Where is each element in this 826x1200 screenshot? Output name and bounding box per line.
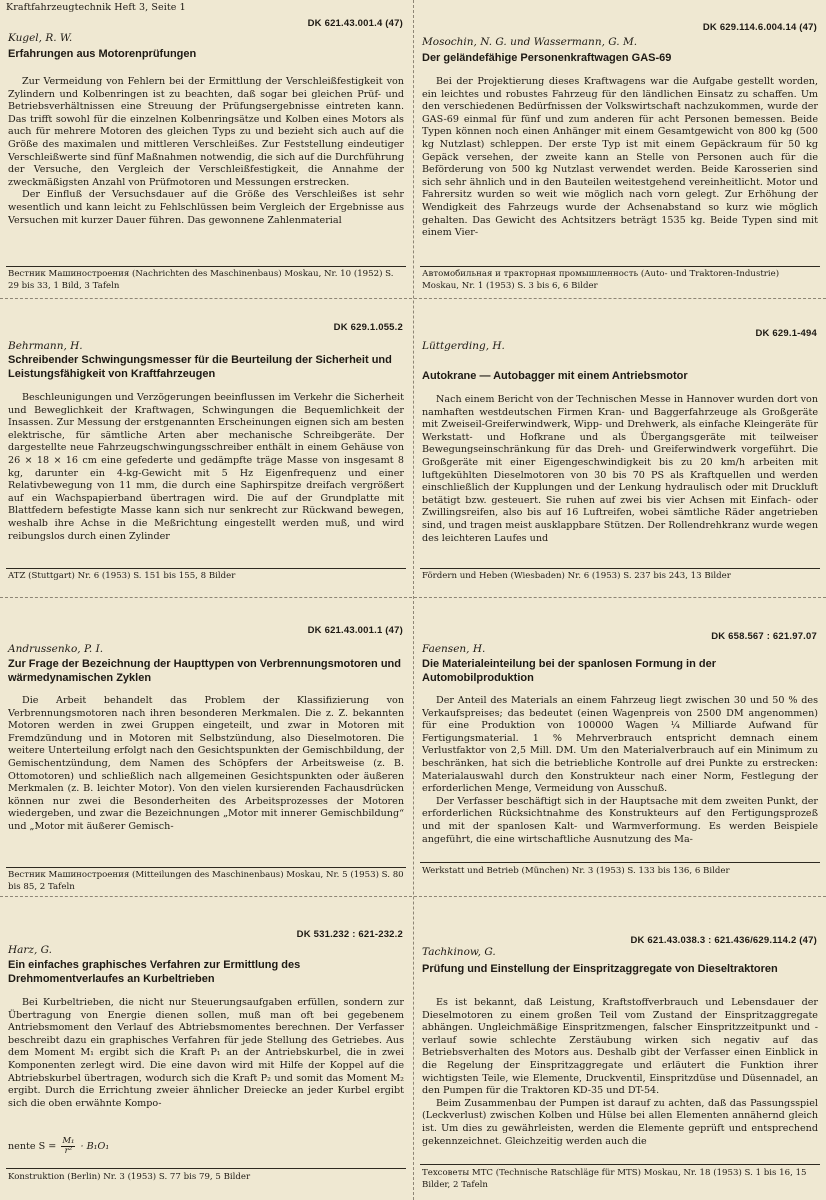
formula-numerator: M₁ <box>62 1137 75 1146</box>
card-title: Zur Frage der Bezeichnung der Haupttypen von Verbrennungsmotoren und wärmedynamischen Zyklen <box>8 658 401 684</box>
author: Behrmann, H. <box>8 340 83 352</box>
source-rule <box>6 1168 406 1169</box>
row-divider-1 <box>0 298 826 299</box>
abstract-text <box>8 76 404 264</box>
abstract-card-behrmann <box>6 312 406 595</box>
card-title: Ein einfaches graphisches Verfahren zur Ermittlung des Drehmomentverlaufes an Kurbeltrieben <box>8 959 301 985</box>
paragraph: Es ist bekannt, daß Leistung, Kraftstoffverbrauch und Lebensdauer der Dieselmotoren zu einem großen Teil vom Zustand der Einspritzaggregate abhängen. Ungleichmäßige Einspritzmengen, falscher Einspritzzeitpunkt und -verlauf sowie schlechte Zerstäubung wirken sich negativ auf das Betriebsverhalten des Motors aus. Deshalb gibt der Verfasser einen Einblick in die Regelung der Einspritzaggregate und erläutert die Funktion ihrer wichtigsten Teile, wie Elemente, Druckventil, Einspritzdüse und Düsennadel, an den Pumpen für die Traktoren KD-35 und DT-54. <box>422 997 818 1097</box>
column-divider <box>413 0 414 1200</box>
abstract-card-faensen <box>420 611 820 894</box>
paragraph: Bei der Projektierung dieses Kraftwagens war die Aufgabe gestellt worden, ein leichtes und robustes Fahrzeug für den ländlichen Einsatz zu schaffen. Um den verschiedenen Bedürfnissen der Volkswirtschaft nachzukommen, wurde der GAS-69 einmal für fünf und zum anderen für acht Personen bemessen. Beide Typen können noch einen Anhänger mit einem Gesamtgewicht von 800 kg (500 kg Nutzlast) schleppen. Der erste Typ ist mit einem Gepäckraum für 50 kg Gepäck versehen, der zweite kann an Stelle von Personen auch für die Beförderung von 500 kg Nutzlast verwendet werden. Beide Karosserien sind sich sehr ähnlich und in den Bauteilen weitestgehend vereinheitlicht. Motor und Fahrersitz wurden so weit wie möglich nach vorn gelegt. Zur Erhöhung der Wendigkeit des Fahrzeugs wurde der Achsenabstand so kurz wie möglich gehalten. Das Gewicht des Achtsitzers beträgt 1535 kg. Beide Typen sind mit einem Vier- <box>422 76 818 239</box>
source-citation: Техсоветы МТС (Technische Ratschläge für MTS) Moskau, Nr. 18 (1953) S. 1 bis 16, 15 Bilder, 2 Tafeln <box>422 1168 807 1190</box>
abstract-text <box>422 394 818 566</box>
paragraph: Bei Kurbeltrieben, die nicht nur Steuerungsaufgaben erfüllen, sondern zur Übertragung von Energie dienen sollen, muß man oft bei gegebenem Antriebsmoment den Verlauf des Abtriebsmomentes berechnen. Der Verfasser beschreibt dazu ein graphisches Verfahren für jede Stellung des Getriebes. Aus dem Moment M₁ ergibt sich die Kraft P₁ an der Antriebskurbel, die in zwei Komponenten zerlegt wird. Die eine davon wird mit Hilfe der Koppel auf die Abtriebskurbel übertragen, wodurch sich die Kraft P₂ und somit das Moment M₂ ergibt. Durch die Errichtung zweier ähnlicher Dreiecke an jeder Kurbel ergibt sich die oben erwähnte Kompo- <box>8 997 404 1109</box>
torque-formula <box>8 1137 404 1163</box>
abstract-card-andrussenko <box>6 611 406 894</box>
abstract-card-luettgerding <box>420 312 820 595</box>
abstract-card-kugel <box>6 14 406 296</box>
formula-fraction <box>61 1137 75 1156</box>
card-title: Erfahrungen aus Motorenprüfungen <box>8 48 197 60</box>
abstract-card-tachkinow <box>420 911 820 1198</box>
card-title: Schreibender Schwingungsmesser für die Beurteilung der Sicherheit und Leistungsfähigkeit von Kraftfahrzeugen <box>8 354 392 380</box>
author: Andrussenko, P. I. <box>8 643 104 655</box>
card-title: Autokrane — Autobagger mit einem Antriebsmotor <box>422 370 688 382</box>
source-rule <box>420 862 820 863</box>
abstract-text <box>422 76 818 265</box>
dk-number: DK 629.114.6.004.14 (47) <box>702 22 817 33</box>
abstract-card-harz <box>6 911 406 1198</box>
author: Tachkinow, G. <box>422 946 496 958</box>
source-citation: Konstruktion (Berlin) Nr. 3 (1953) S. 77 bis 79, 5 Bilder <box>8 1172 251 1182</box>
source-rule <box>6 867 406 868</box>
abstract-text <box>8 997 404 1137</box>
source-citation: Werkstatt und Betrieb (München) Nr. 3 (1953) S. 133 bis 136, 6 Bilder <box>422 866 730 876</box>
author: Mosochin, N. G. und Wassermann, G. M. <box>422 36 638 48</box>
dk-number: DK 629.1.055.2 <box>333 322 403 333</box>
dk-number: DK 621.43.001.4 (47) <box>307 18 403 29</box>
paragraph: Zur Vermeidung von Fehlern bei der Ermittlung der Verschleißfestigkeit von Zylindern und Kolbenringen ist zu beachten, daß sogar bei gleichen Prüf- und Betriebsverhältnissen eine Streuung der Prüfungsergebnisse eintreten kann. Das trifft sowohl für die einzelnen Kolbenringsätze und Kolben eines Motors als auch für mehrere Motoren des gleichen Typs zu und bezieht sich auch auf die Größe des maximalen und mittleren Verschleißes. Zur Feststellung eindeutiger Verschleißwerte sind fünf Maßnahmen notwendig, die sich auf die Durchführung der Versuche, den Vergleich der Verschleißfestigkeit, die Annahme der zweckmäßigsten Anzahl von Prüfmotoren und Messungen erstrecken. <box>8 76 404 188</box>
abstract-text <box>8 695 404 865</box>
author: Harz, G. <box>8 944 52 956</box>
source-rule <box>6 568 406 569</box>
dk-number: DK 629.1-494 <box>755 328 817 339</box>
author: Faensen, H. <box>422 643 486 655</box>
paragraph: Nach einem Bericht von der Technischen Messe in Hannover wurden dort von namhaften westdeutschen Firmen Kran- und Baggerfahrzeuge als Großgeräte mit Zweiseil-Greiferwindwerk, Wipp- und Drehwerk, als einfache Kleingeräte für Werkstatt- und Hofkrane und als Übergangsgeräte mit teilweiser Bewegungseinschränkung für das Dreh- und Greiferwindwerk vorgeführt. Die Großgeräte mit einer Eigengeschwindigkeit bis zu 20 km/h arbeiten mit luftgekühlten Dieselmotoren von 30 bis 70 PS als Kraftquellen und werden einschließlich der Kupplungen und der Lenkung hydraulisch oder mit Druckluft betätigt bzw. gesteuert. Sie ruhen auf zwei bis vier Achsen mit Einfach- oder Zwillingsreifen, also bis auf 16 Luftreifen, wobei sämtliche Räder angetrieben sind, und tragen meist ausklappbare Stützen. Der Rollendrehkranz wurde wegen des leichteren Laufes und <box>422 394 818 544</box>
card-title: Die Materialeinteilung bei der spanlosen Formung in der Automobilproduktion <box>422 658 716 684</box>
paragraph: Beim Zusammenbau der Pumpen ist darauf zu achten, daß das Passungsspiel (Leckverlust) zwischen Kolben und Hülse bei allen Elementen annähernd gleich ist. Um dies zu gewährleisten, werden die Elemente geprüft und entsprechend gekennzeichnet. Gleichzeitig werden auch die <box>422 1097 818 1147</box>
abstract-card-mosochin <box>420 14 820 296</box>
dk-number: DK 621.43.038.3 : 621.436/629.114.2 (47) <box>630 935 817 946</box>
source-rule <box>420 1164 820 1165</box>
source-citation: ATZ (Stuttgart) Nr. 6 (1953) S. 151 bis 155, 8 Bilder <box>8 571 236 581</box>
source-citation: Вестник Машиностроения (Nachrichten des Maschinenbaus) Moskau, Nr. 10 (1952) S. 29 bis 33, 1 Bild, 3 Tafeln <box>8 269 394 291</box>
source-rule <box>420 266 820 267</box>
dk-number: DK 531.232 : 621-232.2 <box>296 929 403 940</box>
row-divider-3 <box>0 896 826 897</box>
formula-lead: nente S = <box>8 1141 57 1152</box>
source-citation: Fördern und Heben (Wiesbaden) Nr. 6 (1953) S. 237 bis 243, 13 Bilder <box>422 571 731 581</box>
abstract-text <box>422 695 818 860</box>
formula-tail: · B₁O₁ <box>80 1141 110 1152</box>
card-title: Der geländefähige Personenkraftwagen GAS-69 <box>422 52 672 64</box>
abstract-text <box>422 997 818 1162</box>
author: Lüttgerding, H. <box>422 340 505 352</box>
dk-number: DK 621.43.001.1 (47) <box>307 625 403 636</box>
paragraph: Beschleunigungen und Verzögerungen beeinflussen im Verkehr die Sicherheit und Beweglichkeit der Kraftwagen, Schwingungen die Bequemlichkeit der Insassen. Zur Messung der erstgenannten Erscheinungen eignen sich am besten elektrische, für sämtliche Arten aber mechanische Schreibgeräte. Der dargestellte neue Fahrzeugschwingungsschreiber enthält in einem Gehäuse von 26 × 18 × 16 cm eine gefederte und gedämpfte träge Masse von insgesamt 8 kg, darunter ein 4-kg-Gewicht mit 5 Hz Eigenfrequenz und einer Relativbewegung von 11 mm, die durch eine Saphirspitze dreifach vergrößert auf ein Wachspapierband übertragen wird. Die auf der Grundplatte mit Blattfedern befestigte Masse kann sich nur senkrecht zur Rückwand bewegen, weshalb ihre Achse in die Meßrichtung eingestellt werden muß, und wird reibungslos durch einen Zylinder <box>8 392 404 542</box>
abstract-text <box>8 392 404 566</box>
source-citation: Вестник Машиностроения (Mitteilungen des Maschinenbaus) Moskau, Nr. 5 (1953) S. 80 bis 85, 2 Tafeln <box>8 870 404 892</box>
source-rule <box>420 568 820 569</box>
source-citation: Автомобильная и тракторная промышленность (Auto- und Traktoren-Industrie) Moskau, Nr. 1 (1953) S. 3 bis 6, 6 Bilder <box>422 269 780 291</box>
page-header: Kraftfahrzeugtechnik Heft 3, Seite 1 <box>6 2 186 13</box>
paragraph: Die Arbeit behandelt das Problem der Klassifizierung von Verbrennungsmotoren nach ihren besonderen Merkmalen. Die z. Z. bekannten Motoren werden in zwei Gruppen eingeteilt, und zwar in Motoren mit Fremdzündung und in Motoren mit Selbstzündung, also Dieselmotoren. Die weitere Unterteilung erfolgt nach den Gesichtspunkten der Gemischbildung, der Gemischentzündung, dem Namen des Schöpfers der Arbeitsweise (z. B. Ottomotoren) und schließlich nach allgemeinen Gesichtspunkten oder äußeren Merkmalen (z. B. leichter Motor). Von den vielen kursierenden Fachausdrücken können nur zwei die Besonderheiten des Arbeitsprozesses der Motoren wiedergeben, und zwar die Bezeichnungen „Motor mit innerer Gemischbildung“ und „Motor mit äußerer Gemisch- <box>8 695 404 832</box>
card-title: Prüfung und Einstellung der Einspritzaggregate von Dieseltraktoren <box>422 963 778 975</box>
row-divider-2 <box>0 597 826 598</box>
formula-denominator: r² <box>64 1146 73 1156</box>
paragraph: Der Anteil des Materials an einem Fahrzeug liegt zwischen 30 und 50 % des Verkaufspreises; das bedeutet (einen Wagenpreis von 2500 DM angenommen) für eine Produktion von 100000 Wagen ¼ Milliarde Aufwand für Fertigungsmaterial. 1 % Mehrverbrauch entspricht demnach einem Verlustfaktor von 2,5 Mill. DM. Um den Materialverbrauch auf ein Minimum zu beschränken, hat sich die betriebliche Kontrolle auf drei Punkte zu erstrecken: Materialauswahl durch den Konstrukteur nach einer Norm, Festlegung der erforderlichen Menge, Vermeidung von Ausschuß. <box>422 695 818 795</box>
dk-number: DK 658.567 : 621.97.07 <box>711 631 817 642</box>
paragraph: Der Einfluß der Versuchsdauer auf die Größe des Verschleißes ist sehr wesentlich und kann leicht zu Fehlschlüssen beim Vergleich der Ergebnisse aus Versuchen mit kurzer Dauer führen. Das gewonnene Zahlenmaterial <box>8 189 404 226</box>
source-rule <box>6 266 406 267</box>
author: Kugel, R. W. <box>8 32 73 44</box>
paragraph: Der Verfasser beschäftigt sich in der Hauptsache mit dem zweiten Punkt, der erforderlichen Rücksichtnahme des Konstrukteurs auf den Fertigungsprozeß und mit der spanlosen Kalt- und Warmverformung. Es werden Beispiele angeführt, die eine wirtschaftliche Ausnutzung des Ma- <box>422 795 818 845</box>
